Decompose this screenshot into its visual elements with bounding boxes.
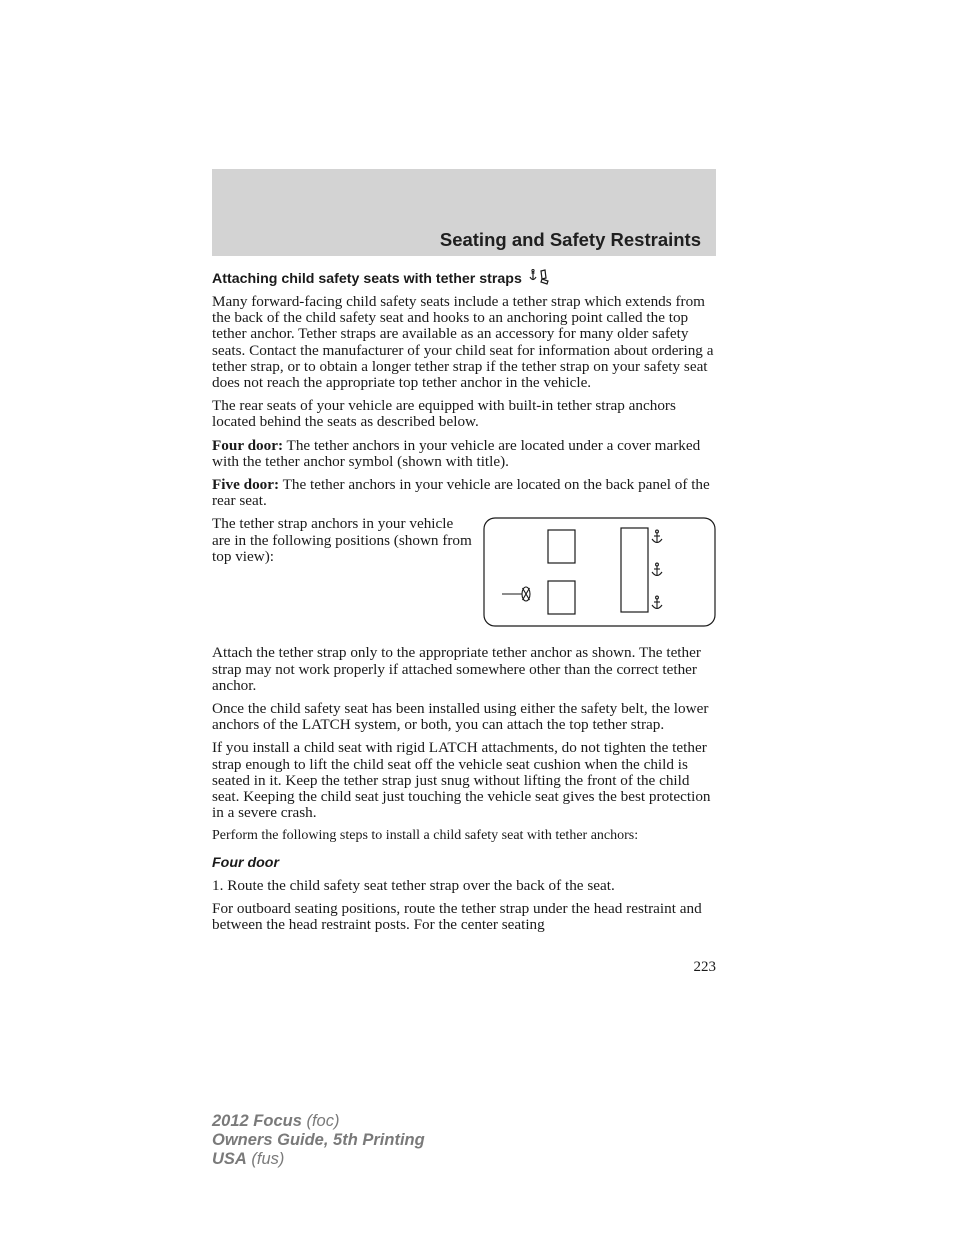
document-footer	[212, 1112, 425, 1169]
footer-line-market	[212, 1150, 425, 1169]
front-seat-passenger	[548, 530, 575, 563]
footer-printing: Owners Guide, 5th Printing	[212, 1131, 425, 1149]
paragraph-once-installed: Once the child safety seat has been installed using either the safety belt, the lower anchors of the LATCH system, or both, you can attach the top tether strap.	[212, 700, 709, 734]
main-content	[212, 267, 716, 940]
section-header-band	[212, 169, 716, 256]
section-heading-text: Attaching child safety seats with tether straps	[212, 271, 522, 287]
tether-anchor-position-diagram	[483, 517, 716, 627]
tether-anchor-child-seat-icon	[529, 269, 549, 286]
page-number: 223	[693, 959, 716, 975]
rear-seat-bench	[621, 528, 648, 612]
four-door-label: Four door:	[212, 436, 284, 454]
paragraph-steps-intro: Perform the following steps to install a child safety seat with tether anchors:	[212, 828, 639, 844]
paragraph-rear-seats: The rear seats of your vehicle are equipped with built-in tether strap anchors located behind the seats as described below.	[212, 397, 676, 431]
paragraph-step-1: 1. Route the child safety seat tether strap over the back of the seat.	[212, 876, 615, 894]
four-door-text: The tether anchors in your vehicle are located under a cover marked with the tether anchor symbol (shown with title).	[212, 436, 701, 470]
paragraph-rigid-latch: If you install a child seat with rigid LATCH attachments, do not tighten the tether strap enough to lift the child seat off the vehicle seat cushion when the child is seated in it. Keep the tether strap just snug without lifting the front of the child seat. Keeping the child seat just touching the vehicle seat gives the best protection in a severe crash.	[212, 739, 711, 822]
paragraph-four-door	[212, 438, 716, 470]
paragraph-outboard: For outboard seating positions, route the tether strap under the head restraint and between the head restraint posts. For the center seating	[212, 899, 702, 934]
paragraph-tether-intro: Many forward-facing child safety seats include a tether strap which extends from the back of the child safety seat and hooks to an anchoring point called the top tether anchor. Tether straps are available as an accessory for many older safety seats. Contact the manufacturer of your child seat for information about ordering a tether strap, or to obtain a longer tether strap if the tether strap on your safety seat does not reach the appropriate top tether anchor in the vehicle.	[212, 293, 714, 392]
section-title: Seating and Safety Restraints	[439, 229, 701, 250]
vehicle-outline	[484, 518, 715, 626]
anchor-positions-block	[212, 516, 716, 627]
footer-line-model	[212, 1112, 425, 1131]
paragraph-anchor-positions: The tether strap anchors in your vehicle are in the following positions (shown from top view):	[212, 515, 472, 565]
footer-line-printing	[212, 1131, 425, 1150]
footer-market: USA	[212, 1150, 247, 1168]
tether-anchor-icon	[652, 531, 662, 543]
paragraph-five-door	[212, 477, 716, 509]
steering-wheel-icon	[502, 587, 530, 601]
front-seat-driver	[548, 581, 575, 614]
footer-model-code: (foc)	[301, 1112, 340, 1130]
section-heading	[212, 269, 716, 288]
paragraph-attach-strap: Attach the tether strap only to the appropriate tether anchor as shown. The tether strap may not work properly if attached somewhere other than the correct tether anchor.	[212, 644, 701, 694]
footer-model: 2012 Focus	[212, 1112, 302, 1130]
tether-anchor-icon	[652, 597, 662, 609]
footer-market-code: (fus)	[246, 1150, 285, 1168]
five-door-label: Five door:	[212, 476, 280, 494]
subheading-four-door: Four door	[212, 854, 279, 871]
tether-anchor-icon	[652, 564, 662, 576]
five-door-text: The tether anchors in your vehicle are located on the back panel of the rear seat.	[212, 476, 710, 510]
